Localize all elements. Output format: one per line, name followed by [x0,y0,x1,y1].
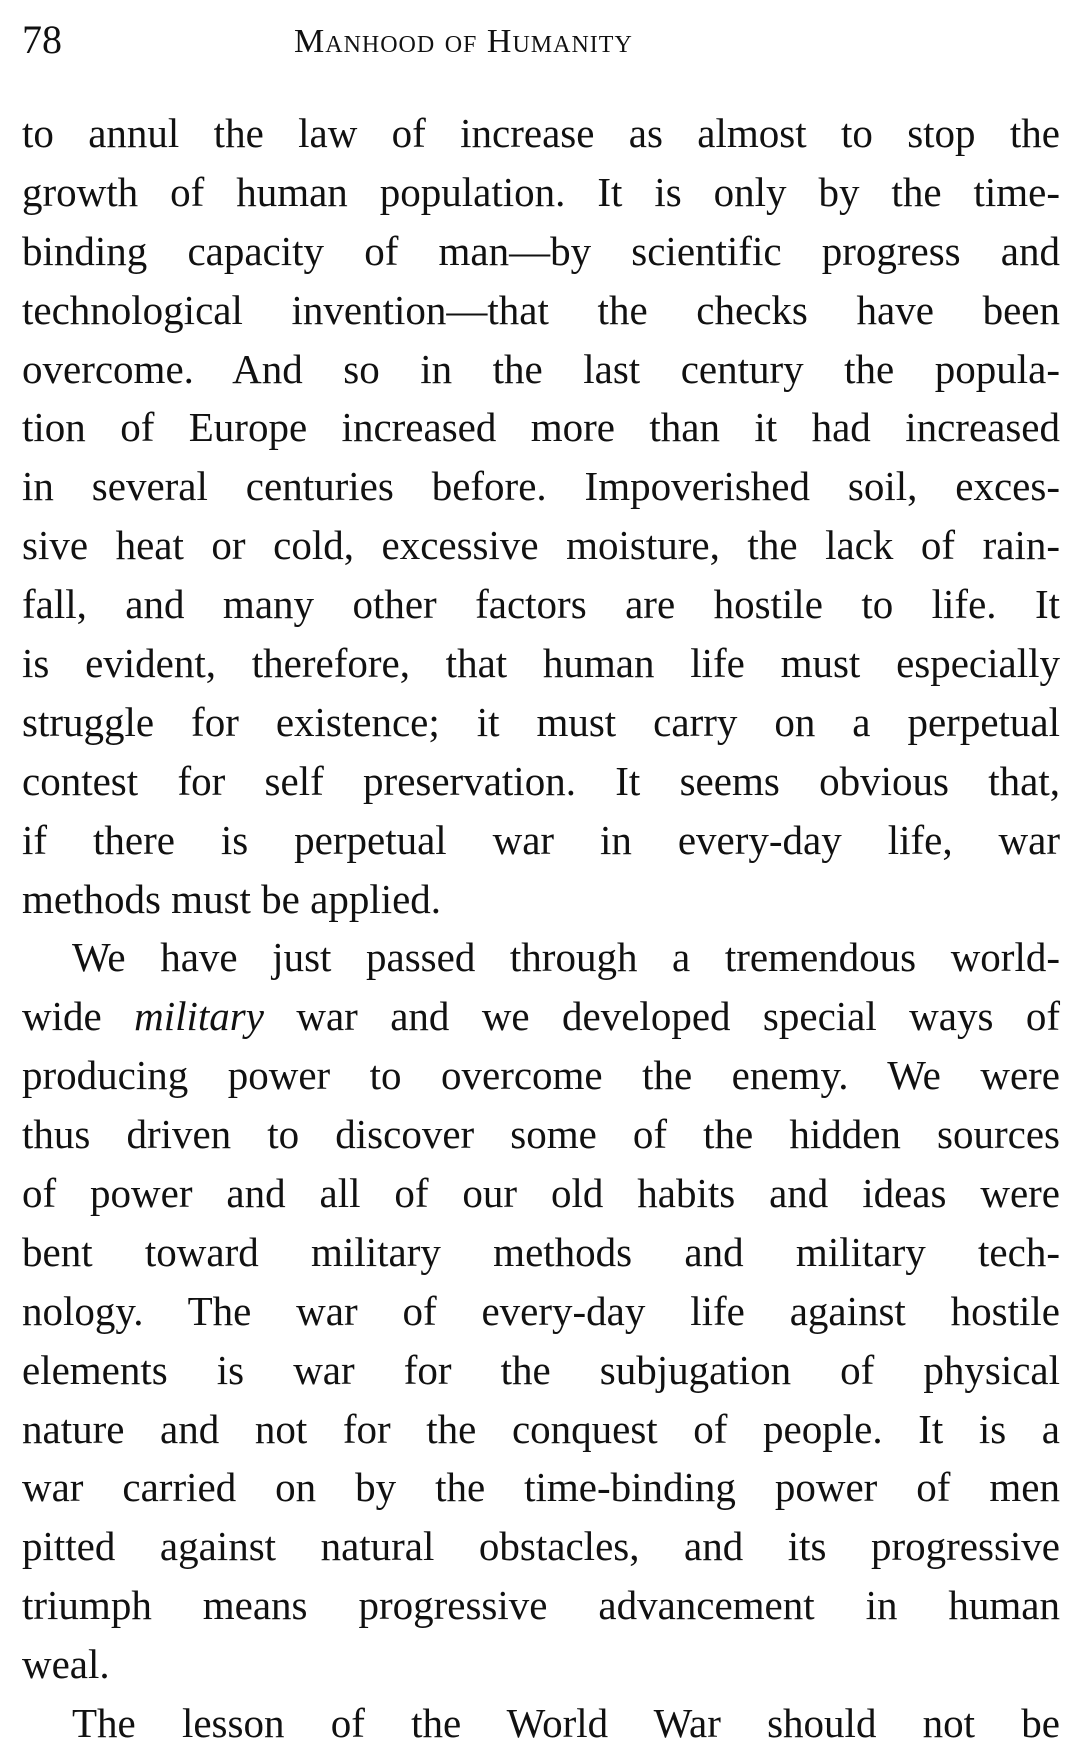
text-line-2: growth of human population. It is only by the time- [22,168,1060,215]
text-line-26: triumph means progressive advancement in human [22,1582,1060,1629]
text-line-15: We have just passed through a tremendous world- [72,934,1060,981]
text-line-11: struggle for existence; it must carry on a perpetual [22,698,1060,745]
italic-word: military [134,993,264,1040]
text-line-21: nology. The war of every-day life against hostile [22,1287,1060,1334]
text-line-4: technological invention—that the checks have been [22,286,1060,333]
text-segment: war and we developed special ways of [263,993,1060,1040]
text-line-3: binding capacity of man—by scientific progress and [22,227,1060,274]
page-number: 78 [22,17,62,62]
text-line-8: sive heat or cold, excessive moisture, the lack of rain- [22,522,1060,569]
running-head [22,10,1062,70]
text-line-5: overcome. And so in the last century the popula- [22,345,1060,392]
text-line-10: is evident, therefore, that human life must especially [22,640,1060,687]
text-line-19: of power and all of our old habits and ideas were [22,1170,1060,1217]
text-line-9: fall, and many other factors are hostile to life. It [22,581,1060,628]
text-line-18: thus driven to discover some of the hidden sources [22,1111,1060,1158]
text-line-7: in several centuries before. Impoverished soil, exces- [22,463,1060,510]
text-line-16 [22,987,1060,1046]
text-line-24: war carried on by the time-binding power of men [22,1464,1060,1511]
text-line-28: The lesson of the World War should not be [72,1700,1060,1747]
text-line-12: contest for self preservation. It seems obvious that, [22,757,1060,804]
text-line-13: if there is perpetual war in every-day life, war [22,816,1060,863]
body-text [22,104,1060,1753]
text-line-17: producing power to overcome the enemy. We were [22,1052,1060,1099]
text-line-25: pitted against natural obstacles, and its progressive [22,1523,1060,1570]
text-line-6: tion of Europe increased more than it had increased [22,404,1060,451]
running-title: Manhood of Humanity [294,23,633,60]
text-segment: wide [22,993,135,1040]
text-line-14: methods must be applied. [22,875,442,922]
text-line-23: nature and not for the conquest of people. It is a [22,1405,1060,1452]
text-line-27: weal. [22,1641,110,1688]
text-line-1: to annul the law of increase as almost to stop the [22,110,1060,156]
text-line-22: elements is war for the subjugation of physical [22,1346,1060,1393]
text-line-20: bent toward military methods and military tech- [22,1228,1060,1275]
